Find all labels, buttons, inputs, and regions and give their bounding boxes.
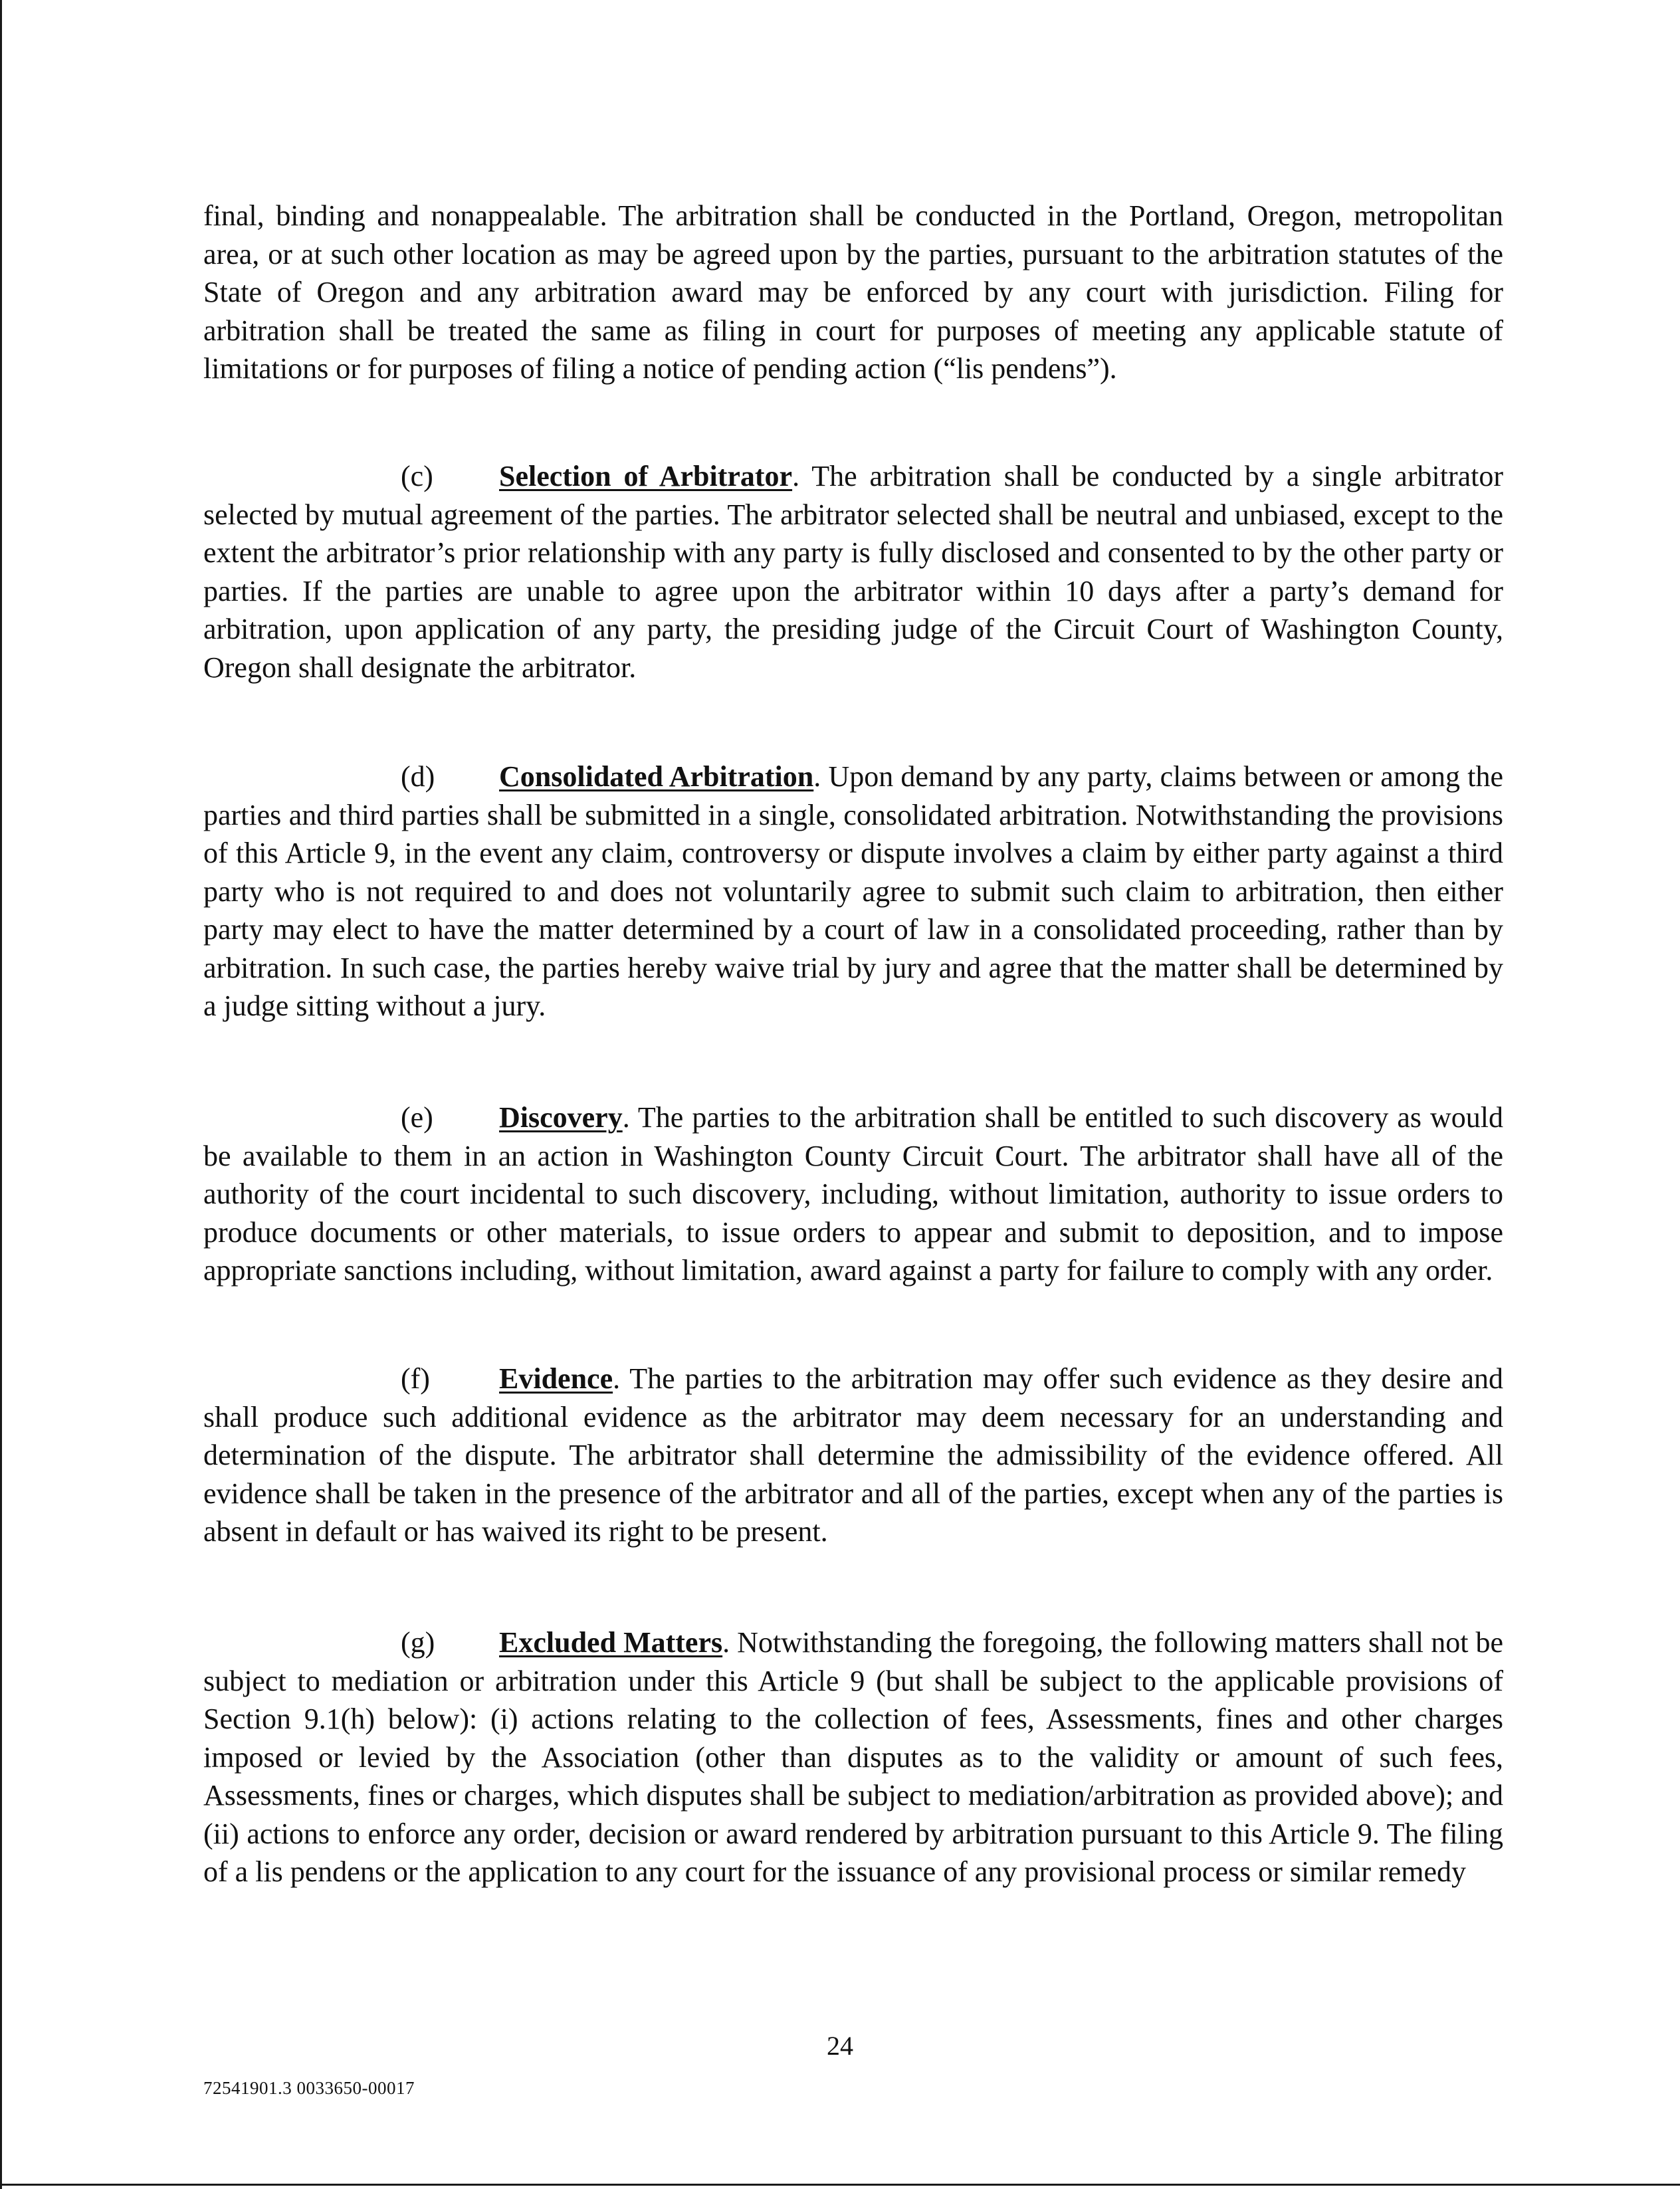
section-g-label: (g) [401,1626,435,1659]
section-e-paragraph [203,1098,1503,1290]
left-page-border [0,0,2,2189]
bottom-page-border [0,2184,1680,2186]
page-number: 24 [827,2031,853,2061]
section-f-heading: Evidence [499,1362,613,1395]
section-d-label: (d) [401,760,435,793]
section-c-label: (c) [401,460,433,492]
opening-paragraph: final, binding and nonappealable. The arbitration shall be conducted in the Portland, Oregon, metropolitan area, or at such other location as may be agreed upon by the parties, pursuant to the arbitration statutes of the State of Oregon and any arbitration award may be enforced by any court with jurisdiction. Filing for arbitration shall be treated the same as filing in court for purposes of meeting any applicable statute of limitations or for purposes of filing a notice of pending action (“lis pendens”). [203,199,1503,385]
section-e-heading: Discovery [499,1101,623,1134]
section-g-body: . Notwithstanding the foregoing, the following matters shall not be subject to mediation or arbitration under this Article 9 (but shall be subject to the applicable provisions of Section 9.1(h) below): (i) actions relating to the collection of fees, Assessments, fines and other charges imposed or levied by the Association (other than disputes as to the validity or amount of such fees, Assessments, fines or charges, which disputes shall be subject to mediation/arbitration as provided above); and (ii) actions to enforce any order, decision or award rendered by arbitration pursuant to this Article 9. The filing of a lis pendens or the application to any court for the issuance of any provisional process or similar remedy [203,1626,1504,1888]
section-c-body: . The arbitration shall be conducted by a single arbitrator selected by mutual agreement of the parties. The arbitrator selected shall be neutral and unbiased, except to the extent the arbitrator’s prior relationship with any party is fully disclosed and consented to by the other party or parties. If the parties are unable to agree upon the arbitrator within 10 days after a party’s demand for arbitration, upon application of any party, the presiding judge of the Circuit Court of Washington County, Oregon shall designate the arbitrator. [203,460,1503,684]
section-e-label: (e) [401,1101,433,1134]
section-f-body: . The parties to the arbitration may offer such evidence as they desire and shall produce such additional evidence as the arbitrator may deem necessary for an understanding and determination of the dispute. The arbitrator shall determine the admissibility of the evidence offered. All evidence shall be taken in the presence of the arbitrator and all of the parties, except when any of the parties is absent in default or has waived its right to be present. [203,1362,1503,1548]
section-d-body: . Upon demand by any party, claims between or among the parties and third parties shall be submitted in a single, consolidated arbitration. Notwithstanding the provisions of this Article 9, in the event any claim, controversy or dispute involves a claim by either party against a third party who is not required to and does not voluntarily agree to submit such claim to arbitration, then either party may elect to have the matter determined by a court of law in a consolidated proceeding, rather than by arbitration. In such case, the parties hereby waive trial by jury and agree that the matter shall be determined by a judge sitting without a jury. [203,760,1503,1022]
section-d-heading: Consolidated Arbitration [499,760,814,793]
document-id: 72541901.3 0033650-00017 [203,2078,415,2098]
section-f-label: (f) [401,1362,430,1395]
section-f-paragraph [203,1360,1503,1551]
section-e-body: . The parties to the arbitration shall be entitled to such discovery as would be available to them in an action in Washington County Circuit Court. The arbitrator shall have all of the authority of the court incidental to such discovery, including, without limitation, authority to issue orders to produce documents or other materials, to issue orders to appear and submit to deposition, and to impose appropriate sanctions including, without limitation, award against a party for failure to comply with any order. [203,1101,1503,1287]
section-g-heading: Excluded Matters [499,1626,723,1659]
section-g-paragraph [203,1623,1503,1891]
section-d-paragraph [203,758,1503,1025]
section-c-paragraph [203,457,1503,686]
section-c-heading: Selection of Arbitrator [499,460,793,492]
